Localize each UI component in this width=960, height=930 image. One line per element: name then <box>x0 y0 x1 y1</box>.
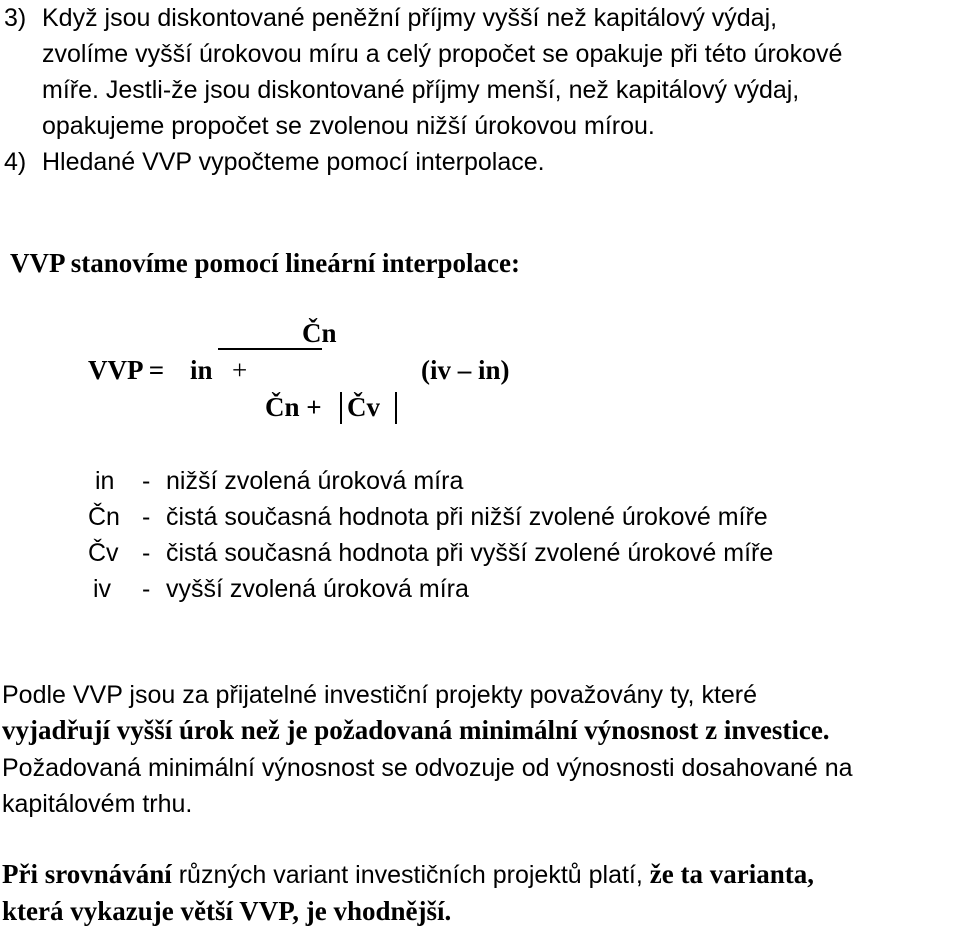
list-item-3-line-2: zvolíme vyšší úrokovou míru a celý propočet se opakuje při této úrokové <box>42 40 843 68</box>
legend-dash: - <box>142 575 151 603</box>
list-item-4-text: Hledané VVP vypočteme pomocí interpolace. <box>42 148 545 176</box>
list-item-3-line-4: opakujeme propočet se zvolenou nižší úrokovou mírou. <box>42 112 655 140</box>
formula-factor: (iv – in) <box>421 355 510 385</box>
legend-text-iv: vyšší zvolená úroková míra <box>166 575 469 603</box>
legend-text-in: nižší zvolená úroková míra <box>166 467 464 495</box>
paragraph-2-normal: různých variant investičních projektů platí, <box>171 861 650 889</box>
paragraph-2-line-2: která vykazuje větší VVP, je vhodnější. <box>2 896 452 926</box>
formula-denominator-right: Čv <box>347 392 380 422</box>
list-number-4: 4) <box>4 148 27 176</box>
paragraph-1-line-3: Požadovaná minimální výnosnost se odvozuje od výnosnosti dosahované na <box>2 754 853 782</box>
formula-in: in <box>190 355 213 385</box>
formula-heading: VVP stanovíme pomocí lineární interpolace: <box>10 248 520 278</box>
legend-dash: - <box>142 467 151 495</box>
list-item-3-line-3: míře. Jestli-že jsou diskontované příjmy menší, než kapitálový výdaj, <box>42 76 800 104</box>
legend-symbol-iv: iv <box>93 575 112 603</box>
paragraph-2-line-1 <box>2 859 814 891</box>
fraction-bar <box>218 348 322 350</box>
formula-denominator-left: Čn + <box>265 392 322 422</box>
list-item-3-line-1: Když jsou diskontované peněžní příjmy vyšší než kapitálový výdaj, <box>42 4 778 32</box>
paragraph-1-line-1: Podle VVP jsou za přijatelné investiční projekty považovány ty, které <box>2 681 758 709</box>
list-number-3: 3) <box>4 4 27 32</box>
legend-symbol-cn: Čn <box>88 503 120 531</box>
legend-text-cn: čistá současná hodnota při nižší zvolené úrokové míře <box>166 503 768 531</box>
paragraph-1-line-4: kapitálovém trhu. <box>2 790 193 818</box>
legend-dash: - <box>142 503 151 531</box>
formula-plus: + <box>232 355 248 385</box>
paragraph-2-bold-end: že ta varianta, <box>649 859 814 889</box>
abs-bar-left <box>340 392 342 424</box>
formula-numerator: Čn <box>302 318 337 348</box>
abs-bar-right <box>395 392 397 424</box>
legend-dash: - <box>142 539 151 567</box>
legend-symbol-cv: Čv <box>88 539 119 567</box>
legend-symbol-in: in <box>95 467 115 495</box>
legend-text-cv: čistá současná hodnota při vyšší zvolené úrokové míře <box>166 539 774 567</box>
formula-lhs: VVP = <box>88 355 165 385</box>
paragraph-2-bold-start: Při srovnávání <box>2 859 172 889</box>
paragraph-1-line-2: vyjadřují vyšší úrok než je požadovaná minimální výnosnost z investice. <box>2 715 830 745</box>
